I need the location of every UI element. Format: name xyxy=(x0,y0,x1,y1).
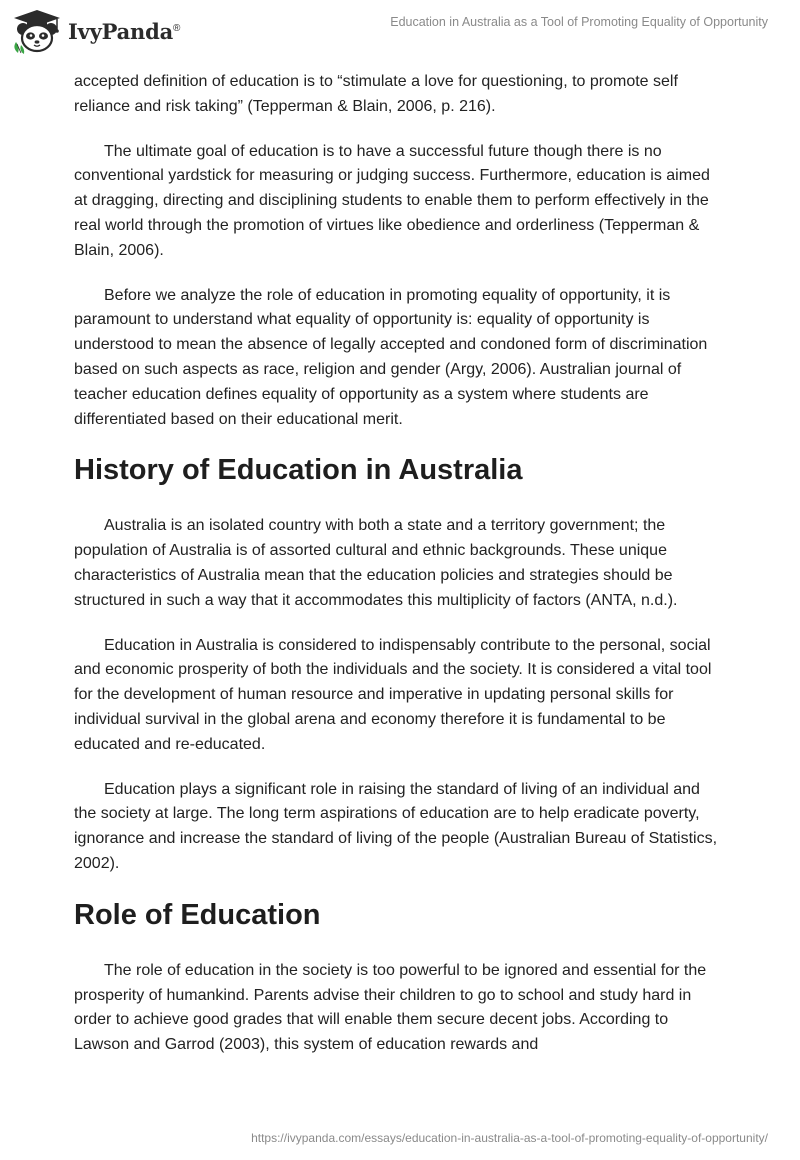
page-header xyxy=(0,0,800,64)
essay-content xyxy=(74,70,726,1078)
footer-url[interactable]: https://ivypanda.com/essays/education-in-australia-as-a-tool-of-promoting-equality-of-opportunity/ xyxy=(251,1131,768,1145)
paragraph-4: Australia is an isolated country with both a state and a territory government; the population of Australia is of assorted cultural and ethnic backgrounds. These unique characteristics of Australia mean that the education policies and strategies should be structured in such a way that it accommodates this multiplicity of factors (ANTA, n.d.). xyxy=(74,517,678,609)
heading-history: History of Education in Australia xyxy=(74,454,523,487)
heading-role: Role of Education xyxy=(74,898,321,931)
paragraph-2: The ultimate goal of education is to have a successful future though there is no conventional yardstick for measuring or judging success. Furthermore, education is aimed at dragging, directing and disciplining students to enable them to perform effectively in the real world through the promotion of virtues like obedience and orderliness (Tepperman & Blain, 2006). xyxy=(74,142,710,259)
paragraph-1: accepted definition of education is to “stimulate a love for questioning, to promote self reliance and risk taking” (Tepperman & Blain, 2006, p. 216). xyxy=(74,73,678,115)
ivypanda-logo[interactable] xyxy=(10,8,190,54)
paragraph-3: Before we analyze the role of education in promoting equality of opportunity, it is paramount to understand what equality of opportunity is: equality of opportunity is understood to mean the absence of legally accepted and condoned form of discrimination based on such aspects as race, religion and gender (Argy, 2006). Australian journal of teacher education defines equality of opportunity as a system where students are differentiated based on their educational merit. xyxy=(74,286,708,428)
paragraph-5: Education in Australia is considered to indispensably contribute to the personal, social and economic prosperity of both the individuals and the society. It is considered a vital tool for the development of human resource and imperative in updating personal skills for individual survival in the global arena and economy therefore it is fundamental to be educated and re-educated. xyxy=(74,636,712,753)
panda-graduation-cap-icon xyxy=(10,8,64,54)
running-title: Education in Australia as a Tool of Promoting Equality of Opportunity xyxy=(390,15,768,29)
paragraph-6: Education plays a significant role in raising the standard of living of an individual and the society at large. The long term aspirations of education are to help eradicate poverty, ignorance and increase the standard of living of the people (Australian Bureau of Statistics, 2002). xyxy=(74,780,718,872)
brand-name: IvyPanda® xyxy=(68,18,181,44)
paragraph-7: The role of education in the society is too powerful to be ignored and essential for the prosperity of humankind. Parents advise their children to go to school and study hard in order to achieve good grades that will enable them secure decent jobs. According to Lawson and Garrod (2003), this system of education rewards and xyxy=(74,961,707,1054)
